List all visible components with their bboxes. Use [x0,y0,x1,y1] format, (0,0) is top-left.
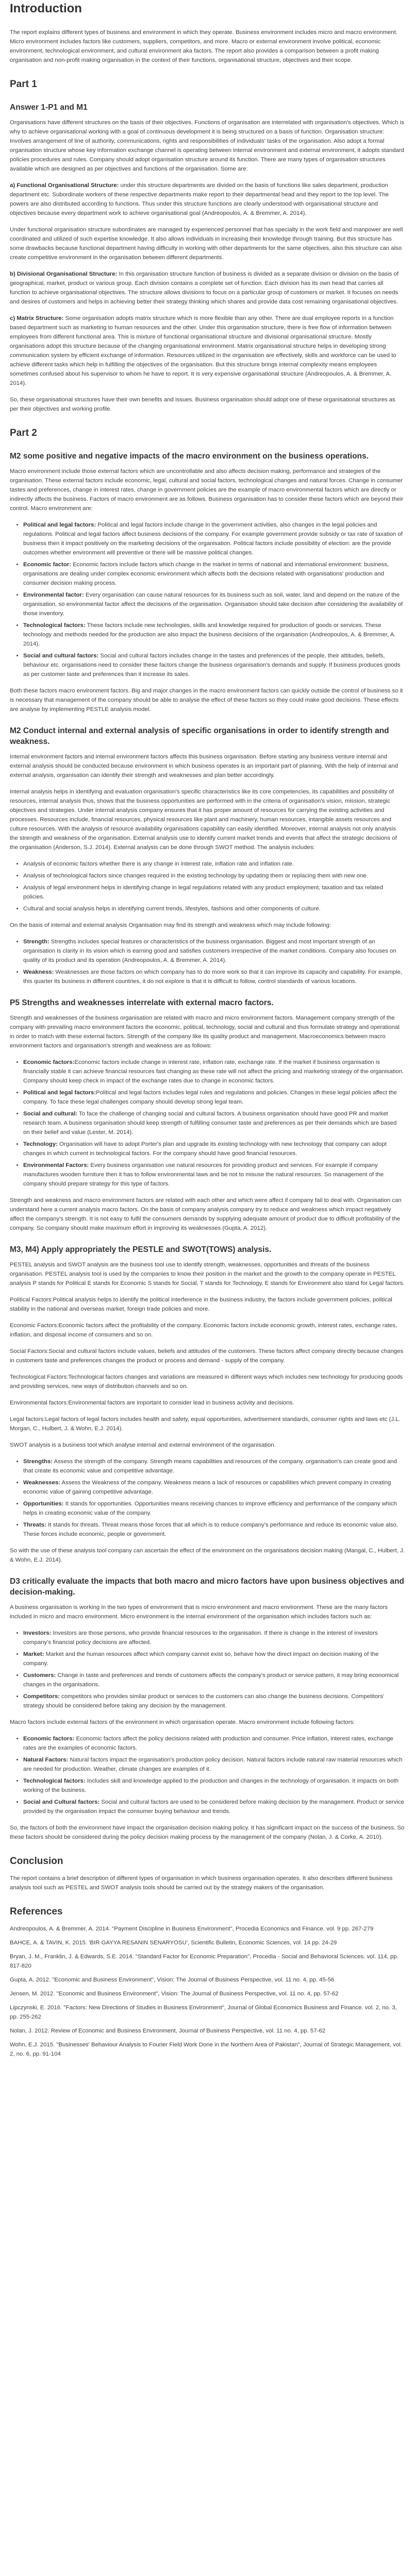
part-1-closing: So, these organisational structures have their own benefits and issues. Business organisation should adopt one of these organisational structures as per their objectives and working profile. [10,397,395,412]
item-label: Competitors: [23,1693,60,1700]
list-item [23,651,405,679]
list-item [23,968,405,986]
item-text: Market and the human resources affect which company cannot exist so, behave how the direct impact on decision making of the company. [23,1651,379,1667]
item-text: To face the challenge of changing social and cultural factors. A business organisation should have good PR and market research team. A business organisation should keep strength of fulfilling consumer taste and preferences as per their demands which are based on their belief and value (Lester, M. 2014). [23,1111,397,1136]
item-label: Environmental factor: [23,592,84,598]
section-paragraph: Internal analysis helps in identifying and evaluation organisation's specific characteristics like its core competencies, its capabilities and possibility of resources, internal analysis thus, shows that the business opportunities are performed with in the criteria of organisation's vision, mission, strategic objectives and strategies. Under internal analysis company ensures that it has proper amount of resources for carrying the existing activities and processes. Resources include, financial resources, physical resources like plant and machinery, human resources, intangible assets resources and culture resources. With the analysis of resource availability organisations capability can easily identified. Moreover, internal analysis not only analysis the strength and weakness of the organisation. External analysis use to identify current market trends and events that affect the strategic decisions of the organisation (Anderson, S.J. 2014). External analysis can be done through SWOT method. The analysis includes: [10,789,397,851]
section-closing: Strength and weakness and macro environment factors are related with each other and which were affect if company fail to deal with. Organisation can understand here a current analysis macro factors. On the basis of company analysis company try to reduce and weakness which impact negatively affect the company's strength. It is not easy to fulfil the consumers demands by supplying adequate amount of product due to difficult profitability of the company. So company should make maximum effort in improving its weaknesses (Gupta, A. 2012). [10,1197,402,1231]
item-label: Political and legal factors: [23,1090,96,1096]
item-text: Some organisation adopts matrix structure which is more flexible than any other. There are dual employee reports in a function based department such as marketing to human resources and the other. Under this organisation structure, there is free flow of information between employees from different functional area. This is mixture of functional organisational structure and divisional organisational structure. Mostly organisations adopt this structure because of the changing organisational environment. Matrix organisational structure helps in developing strong communication system by efficient exchange of information. Resources utilized in the organisation are effectively, skills and workforce can be used to achieve different tasks which help in fulfilling the objectives of the organisation. But this structure brings internal complexity means employees sometimes confused about his supervisor to whom he have to report. It is very expensive organisational structure (Andreopoulos, A. & Bremmer, A. 2014). [10,315,396,386]
item-text: Economic factors include change in interest rate, inflation rate, exchange rate. If the market if business organisation is financially stable it can achieve financial resources fast changing as these rate will not affect the pricing and marketing strategy of the organisation. Company should keep check in impact of the exchange rates due to change in economic factors. [23,1059,404,1084]
bullet-list [10,937,405,986]
item-text: Political and legal factors include change in the government activities, also changes in the legal policies and regulations. Political and legal factors affect business decisions of the company. For example government provide subsidy or tax rate of taxation of business then it impact positively on the marketing decisions of the organisation. Political factors include possibility of election: are the provide outcomes whether environment will preventive or there will be massive political changes. [23,522,403,556]
references-list [10,1924,405,2059]
item-label: Environmental Factors: [23,1162,89,1168]
part-1-item [10,314,405,388]
item-label: b) Divisional Organisational Structure: [10,271,118,277]
part-1-paragraph: Organisations have different structures on the basis of their objectives. Functions of organisation are interrelated with organisation's objectives. Which is why to achieve organisational working with a goal of continuous development it is being structured on a basis of function. Organisation structure: Involves arrangement of line of authority, communications, rights and responsibilities of individuals' tasks of the organisation. Also adopt a formal organisation structure whose key information exchange channel is operating between internal environment and external environment, it adopts standard policies procedures and rules. Company should adopt organisation structure around its function. There are many types of organisation structures available which are designed as per objectives and functions of the organisation. Some are: [10,120,404,172]
item-label: Threats: [23,1522,46,1528]
reference-item: Bryan, J. M., Franklin, J. & Edwards, S.E. 2014. "Standard Factor for Economic Preparation", Procedia - Social and Behavioral Sciences. vol. 114, pp. 817-820 [10,1954,399,1969]
section-closing: So, the factors of both the environment have impact the organisation decision making policy. It has significant impact on the success of the business. So these factors should be considered during the policy decision making process by the management of the company (Nolan, J. & Corke, A. 2010). [10,1825,405,1840]
item-label: Technological factors: [23,622,86,629]
section-closing: Both these factors macro environment factors. Big and major changes in the macro environment factors can quickly outside the control of business so it is necessary that management of the company should be able to analyse the effect of these factors so they could make good decisions. These effects are analyse by implementing PESTLE analysis model. [10,688,403,713]
list-item [23,1650,405,1668]
section-heading: M3, M4) Apply appropriately the PESTLE and SWOT(TOWS) analysis. [10,1245,272,1254]
item-label: Technological factors: [23,1778,86,1784]
bullet-list [10,1457,405,1539]
list-item: • Analysis of economic factors whether there is any change in interest rate, inflation rate and inflation rate. [23,859,405,869]
list-item: • Analysis of legal environment helps in identifying change in legal regulations related with any product employment, taxation and tax related policies. [23,883,405,902]
section-paragraph: Macro environment include those external factors which are uncontrollable and also affects decision making, performance and strategies of the organisation. These external factors include economic, legal, cultural and social factors, technological changes and natural forces. Change in consumer tastes and preferences, change in interest rates, change in government policies are the example of macro environmental factors which are directly or indirectly affects the business. Factors of macro environment are as follows. Business organisation has to consider these factors which are beyond their control. Macro environment are: [10,468,404,512]
list-item [23,590,405,618]
reference-item: Wohn, E.J. 2015. "Businesses' Behaviour Analysis to Fourier Field Work Done in the Northern Area of Pakistan", Journal of Strategic Management, vol. 2, no. 6, pp. 91-104 [10,2042,402,2057]
item-text: Assess the Weakness of the company. Weakness means a lack of resources or capabilities which prevent company in creating economic value of gaining competitive advantage. [23,1480,391,1495]
list-item [23,1734,405,1753]
part-1-item [10,225,405,262]
item-text: Weaknesses are those factors on which company has to do more work so that it can improve its capacity and capability. For example, this quarter its business in different countries, it do not explore is that it is difficult to follow, control standards of various locations. [23,969,403,985]
item-label: Weaknesses: [23,1480,60,1486]
list-item [23,1161,405,1189]
section-closing: So with the use of these analysis tool company can ascertain the effect of the environment on the organisations decision making (Mangal, C., Hulbert, J. & Wohn, E.J. 2014). [10,1548,405,1563]
list-item [23,1629,405,1647]
section-closing: Macro factors include external factors of the environment in which organisation operate. Macro environment include following factors: [10,1719,355,1725]
item-text: Natural factors impact the organisation's production policy decision. Natural factors include natural raw material resources which are needed for production. Weather, climate changes are examples of it. [23,1757,403,1772]
item-label: Opportunities: [23,1501,64,1507]
section-paragraph: Strength and weaknesses of the business organisation are related with macro and micro environment factors. Management company strength of the company with prevailing macro environment factors the economic, political, technology, social and cultural and thus formulate strategy and operational in order to match with these external factors. Strength of the company like its quality product and management. Macroeconomics between macro environment factors and organisation's strength and weakness are as follows: [10,1015,400,1049]
reference-item: Gupta, A. 2012. "Economic and Business Environment", Vision: The Journal of Business Perspective, vol. 11 no. 4, pp. 45-56 [10,1977,335,1983]
item-text: Economic factors affect the policy decisions related with production and consumer. Price inflation, interest rates, exchange rates are the examples of economic factors. [23,1736,393,1751]
item-label: Market: [23,1651,44,1657]
list-item [23,1798,405,1816]
list-item [23,1140,405,1158]
section-paragraph: Technological Factors:Technological factors changes and variations are measured in different ways which includes new technology for producing goods and providing services, new ways of distribution channels and so on. [10,1374,403,1389]
item-label: Social and cultural: [23,1111,78,1117]
item-text: Includes skill and knowledge applied to the production and changes in the technology of organisation. It impacts on both working of the business. [23,1778,399,1793]
item-text: Change in taste and preferences and trends of customers affects the company's product or service pattern, it may bring economical changes in the organisations. [23,1672,399,1688]
bullet-list [10,1058,405,1189]
reference-item: Nolan, J. 2012. Review of Economic and Business Environment, Journal of Business Perspective, vol. 11 no. 4, pp. 57-62 [10,2028,326,2034]
item-text: Strengths includes special features or characteristics of the business organisation. Biggest and most important strength of an organisation is clarity in its vision which is earning good and satisfies customers irrespective of the market conditions. Company also focuses on quality of its product and its operation (Andreopoulos, A. & Bremmer, A. 2014). [23,939,396,963]
item-text: Political and legal factors includes legal rules and regulations and policies. Changes in these legal policies affect the company. To face these legal challenges company should develop strong legal team. [23,1090,397,1105]
item-label: Social and Cultural factors: [23,1799,100,1805]
section-paragraph: Political Factors:Political analysis helps to identify the political interference in the business industry, the factors include government policies, political stability in the national and overseas market, foreign trade policies and more. [10,1297,392,1312]
item-text: Every organisation can cause natural resources for its business such as soil, water, land and depend on the nature of the organisation, so environmental factor affect the decisions of the organisation. Organisation should take decision after considering the availability of those inventory. [23,592,403,617]
item-text: These factors include new technologies, skills and knowledge required for production of goods or services. These technology and methods needed for the production are also impact the business decisions of the organisation (Andreopoulos, A. & Bremmer, A. 2014). [23,622,396,647]
section-heading: D3 critically evaluate the impacts that both macro and micro factors have upon business objectives and decision-making. [10,1577,404,1597]
references-title: References [10,1906,63,1917]
bullet-list [10,520,405,679]
list-item [23,520,405,557]
list-item [23,937,405,965]
item-label: Natural Factors: [23,1757,69,1763]
item-label: Weakness: [23,969,54,975]
list-item [23,1776,405,1795]
section-paragraph: Internal environment factors and internal environment factors affects this business organisation. Before starting any business venture internal and external analysis should be conducted because environment in which business operates is an important part of planning. With the help of internal and external analysis, organisation can identify their strength and weaknesses and plan better accordingly. [10,754,398,778]
item-label: c) Matrix Structure: [10,315,64,321]
section-paragraph: Legal factors:Legal factors of legal factors includes health and safety, equal opportunities, advertisement standards, consumer rights and laws etc (J.L. Morgan, C., Hulbert, J. & Wohn, E.J. 2014). [10,1416,401,1432]
list-item [23,1457,405,1476]
part-1-item [10,181,405,218]
part-1-item [10,269,405,307]
section-paragraph: Economic Factors:Economic factors affect the profitability of the company. Economic factors include economic growth, interest rates, exchange rates, inflation, and disposal income of consumers and so on. [10,1323,398,1338]
section-paragraph: Environmental factors:Environmental factors are important to consider lead in business activity and decisions. [10,1400,294,1406]
list-item [23,1692,405,1710]
bullet-list [10,1734,405,1816]
list-item [23,1671,405,1689]
item-text: Every business organisation use natural resources for providing product and services. For example if company manufactures wooden furniture then it has to follow environmental laws and be not to misuse the natural resources. So management of the company should prepare strategy for this type of factors. [23,1162,384,1187]
section-heading: P5 Strengths and weaknesses interrelate with external macro factors. [10,998,274,1007]
item-label: Political and legal factors: [23,522,96,528]
reference-item: Andreopoulos, A. & Bremmer, A. 2014. "Payment Discipline in Business Environment", Procedia Economics and Finance. vol. 9 pp. 267-279 [10,1926,374,1932]
item-label: Social and cultural factors: [23,653,99,659]
item-text: Economic factors include factors which change in the market in terms of national and international environment: business, organisations are dealing under complex economic environment which affects both the decisions related with organisations' production and consumer decision making process. [23,562,389,586]
list-item: • Cultural and social analysis helps in identifying current trends, lifestyles, fashions and other components of culture. [23,904,405,913]
item-text: Investors are those persons, who provide financial resources to the organisation. If there is change in the interest of investors company's financial policy decisions are affected. [23,1630,378,1646]
list-item: • Analysis of technological factors since changes required in the existing technology by updating them or replacing them with new one. [23,871,405,880]
item-label: Strengths: [23,1459,53,1465]
item-text: competitors who provides similar product or services to the customers can also change the business decisions. Competitors' strategy should be considered before taking any decision by the management. [23,1693,384,1709]
section-paragraph: PESTEL analysis and SWOT analysis are the business tool use to identify strength, weaknesses, opportunities and threats of the business organisation. PESTEL analysis tool is used by the companies to know their position in the market and the growth to the company operate in PESTEL analysis P stands for Political E stands for Economic S stands for Social, T stands for Technology, E stands for Environment also stand for Legal factors. [10,1262,405,1286]
item-label: Technology: [23,1141,58,1147]
item-label: a) Functional Organisational Structure: [10,182,119,189]
item-text: Under functional organisation structure subordinates are managed by experienced personnel that has specialty in the work field and manpower are well coordinated and utilized of such expertise knowledge. It also allows individuals in increasing their knowledge through training. But this structure has some drawbacks because functional department having difficulty in working with other departments for the same objectives, also this structure can also create competitive environment in the organisation between different departments. [10,227,403,261]
list-item [23,1109,405,1137]
item-text: It stands for opportunities. Opportunities means receiving chances to improve efficiency and performance of the company which helps in creating economic value of the company. [23,1501,397,1516]
item-text: Organisation will have to adopt Porter's plan and upgrade its existing technology with new technology that company can adopt changes in which current in technological factors. For the company should have good financial resources. [23,1141,387,1157]
bullet-list [10,1629,405,1710]
section-paragraph: A business organisation is working in the two types of environment that is micro environment and macro environment. These are the many factors included in micro and macro environment. Micro environment is the internal environment of the organisation which includes factors such as: [10,1604,388,1620]
section-heading: M2 Conduct internal and external analysis of specific organisations in order to identify strength and weakness. [10,726,389,746]
list-item [23,1499,405,1518]
conclusion-title: Conclusion [10,1856,63,1867]
item-label: Economic factors: [23,1736,75,1742]
section-heading: M2 some positive and negative impacts of the macro environment on the business operations. [10,452,369,461]
item-label: Economic factor: [23,562,72,568]
item-text: It stands for threats. Threat means those forces that all which is to reduce company's performance and reduce its economic value also. These forces include economic, people or government. [23,1522,398,1537]
intro-paragraph: The report explains different types of business and environment in which they operate. Business environment includes micro and macro environment. Micro environment includes factors like customers, suppliers, competitors, and more. Macro or external environment involve political, economic environment, technological environment, and cultural environment aka factors. The report also provides a comparison between a profit making organisation and non-profit making organisation in the context of their functions, organisational structure, objectives and their scope. [10,29,398,63]
section-paragraph: Social Factors:Social and cultural factors include values, beliefs and attitudes of the customers. These factors affect company directly because changes in customers taste and preferences changes the product or process and demand - supply of the company. [10,1348,404,1364]
part-1-section-heading: Answer 1-P1 and M1 [10,103,88,112]
list-item [23,1478,405,1497]
list-item [23,621,405,649]
part-2-title: Part 2 [10,428,37,438]
list-item [23,1755,405,1774]
list-item [23,1058,405,1086]
item-text: In this organisation structure function of business is divided as a separate division or division on the basis of geographical, market, product or various group. Each division contains a complete set of function. Each division has its own head that carries all function to achieve organisational objectives. The structure allows divisions to focus on a particular group of customers or market. It focuses on needs and desires of customers and helps in achieving better their strategy thinking which shares and provide data cost remaining organisational objectives. [10,271,399,305]
list-item [23,1520,405,1539]
document-title: Introduction [10,2,82,15]
item-label: Customers: [23,1672,56,1679]
section-paragraph: SWOT analysis is a business tool which analyse internal and external environment of the organisation. [10,1442,276,1448]
section-closing: On the basis of internal and external analysis Organisation may find its strength and weakness which may include following: [10,922,332,928]
item-label: Economic factors: [23,1059,75,1065]
reference-item: Lipczynski, E. 2016. "Factors: New Directions of Studies in Business Environment", Journal of Global Economics Business and Finance. vol. 2, no. 3, pp. 255-262 [10,2005,397,2020]
item-label: Investors: [23,1630,52,1636]
item-text: Social and cultural factors includes change in the tastes and preferences of the people, their attitudes, beliefs, behaviour etc. organisations need to consider these factors change the business organisation's demands and supply. If business produces goods as per customer taste and preferences than it increase its sales. [23,653,401,677]
reference-item: Jensen, M. 2012. "Economic and Business Environment", Vision: The Journal of Business Perspective, vol. 11 no. 4, pp. 57-62 [10,1991,339,1997]
item-label: Strength: [23,939,49,945]
bullet-list [10,859,405,913]
reference-item: BAHCE, A. & TAVIN, K. 2015. 'BIR GAYYA RESANIN SENARYOSU', Scientific Bulletin, Economic Sciences, vol. 14 pp. 24-29 [10,1940,337,1946]
part-1-title: Part 1 [10,79,37,90]
conclusion-text: The report contains a brief description of different types of organisation in which business organisation operates. It also describes different business analysis tool such as PESTEL and SWOT analysis tools should be carried out by the strategy makers of the organisation. [10,1875,393,1891]
item-text: under this structure departments are divided on the basis of functions like sales department, production department etc. Subordinate workers of these respective departments make report to their departmental head and they report to the top level. The powers are also distributed according to functions. Thus under this structure functions are clearly understood with organisational structure and objectives because every department work to achieve organisational goal (Andreopoulos, A. & Bremmer, A. 2014). [10,182,389,216]
item-text: Assess the strength of the company. Strength means capabilities and resources of the company. organisation's can create good and that create its economic value and competitive advantage. [23,1459,397,1474]
list-item [23,1088,405,1107]
item-text: Social and cultural factors are used to be considered before making decision by the management. Product or service provided by the organisation impact the consumer buying behaviour and trends. [23,1799,404,1815]
list-item [23,560,405,588]
